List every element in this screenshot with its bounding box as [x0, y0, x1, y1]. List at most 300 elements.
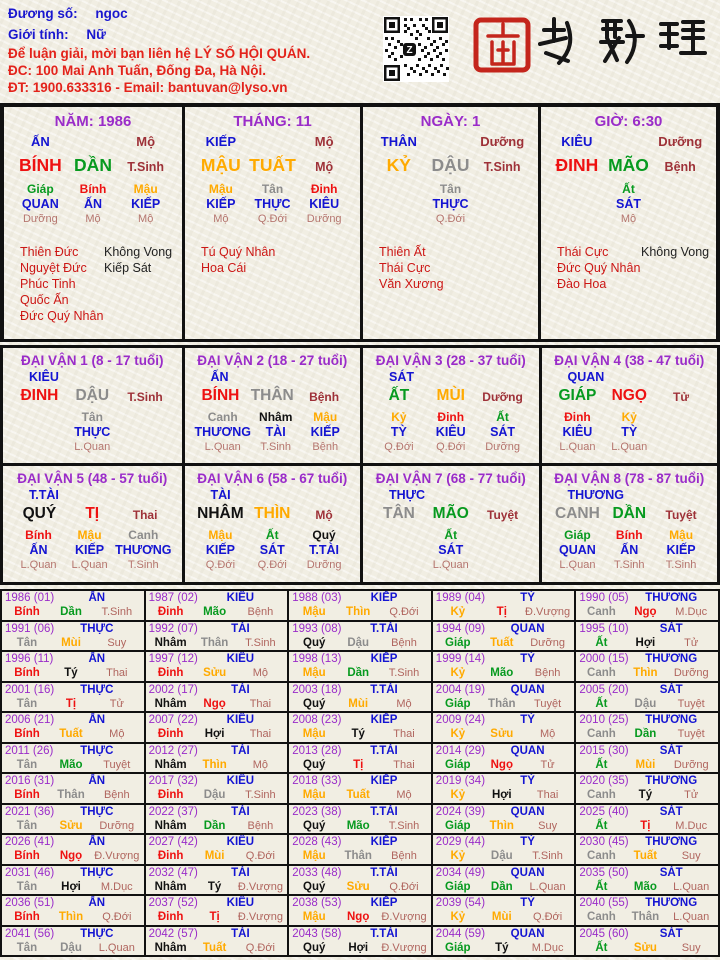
star-item: Quốc Ấn [20, 293, 69, 307]
hidden-god-label: SÁT [490, 425, 516, 439]
year-cell [433, 927, 575, 956]
daivan-stem-row [185, 387, 361, 410]
hidden-stem-label: Canh [128, 528, 159, 542]
year-cell [289, 744, 431, 773]
year-stem-label: Mậu [302, 789, 326, 801]
spacer [603, 134, 655, 155]
hidden-stem-label: Tân [261, 182, 284, 196]
year-god-label: KIẾP [370, 775, 398, 787]
year-label: 2043 (58) [292, 927, 342, 940]
year-stem-label: Canh [587, 606, 616, 618]
daivan-stem-label: CANH [555, 505, 600, 522]
qr-code [383, 16, 449, 82]
year-label: 2002 (17) [148, 683, 198, 696]
year-god-label: TỲ [520, 714, 535, 726]
year-stem-label: Ất [595, 697, 608, 710]
hidden-stage-label: T.Sinh [665, 559, 697, 571]
year-stem-label: Tân [16, 819, 38, 832]
year-row-1 [5, 775, 141, 789]
year-row-1 [292, 714, 428, 728]
year-branch-label: Thìn [58, 911, 84, 923]
daivan-god-label: T.TÀI [29, 488, 59, 502]
year-row-1 [579, 897, 715, 911]
year-row-1 [292, 806, 428, 820]
year-branch-label: Tị [353, 758, 364, 771]
year-row-1 [5, 623, 141, 637]
year-label: 2005 (20) [579, 683, 629, 696]
year-row-2 [149, 698, 285, 711]
year-god-label: TỲ [520, 653, 535, 665]
year-stem-label: Nhâm [154, 697, 187, 710]
daivan-stem-row [3, 387, 182, 410]
year-stem-label: Giáp [445, 636, 471, 649]
pillar-stage-label: T.Sinh [127, 160, 165, 174]
hidden-stem-col [13, 528, 64, 578]
year-stage-label: Mộ [396, 789, 412, 801]
hidden-god-label: TÀI [265, 425, 286, 439]
hidden-god-label: SÁT [438, 543, 464, 557]
year-stage-label: Đ.Vượng [94, 850, 140, 862]
year-label: 2021 (36) [5, 805, 55, 818]
year-label: 1992 (07) [148, 622, 198, 635]
hidden-stem-col [14, 182, 67, 237]
year-label: 1995 (10) [579, 622, 629, 635]
hidden-stage-label: Q.Đới [436, 441, 466, 453]
pillar-cell [4, 107, 182, 339]
year-label: 2028 (43) [292, 836, 342, 848]
year-row-1 [5, 653, 141, 667]
year-row-2 [579, 606, 715, 619]
year-row-2 [292, 606, 428, 619]
year-cell [433, 805, 575, 834]
year-god-label: SÁT [659, 683, 683, 696]
hidden-stage-label: Q.Đới [257, 213, 288, 225]
daivan-stem-label: TÂN [382, 505, 415, 522]
year-cell [576, 622, 718, 651]
year-god-label: KIÊU [226, 836, 255, 848]
year-row-2 [5, 637, 141, 650]
year-row-2 [149, 637, 285, 650]
hidden-stem-col [655, 528, 707, 578]
daivan-stage-label: Mộ [315, 508, 333, 522]
year-row-1 [579, 653, 715, 667]
year-cell [433, 683, 575, 712]
daivan-stem-label: BÍNH [201, 387, 240, 404]
hidden-stem-col [603, 182, 655, 237]
year-stage-label: Tử [684, 789, 699, 801]
year-row-2 [5, 850, 141, 863]
year-label: 1997 (12) [148, 653, 198, 665]
year-stem-label: Quý [303, 758, 326, 771]
year-stem-label: Mậu [302, 911, 326, 923]
year-branch-label: Ngọ [203, 697, 226, 710]
year-god-label: ẤN [88, 592, 106, 604]
year-row-2 [579, 881, 715, 894]
year-label: 2017 (32) [148, 775, 198, 787]
year-cell [146, 591, 288, 620]
year-row-1 [292, 867, 428, 881]
star-item: Hoa Cái [201, 261, 247, 275]
pillar-title: THÁNG: 11 [233, 113, 312, 130]
year-stem-label: Bính [14, 789, 40, 801]
year-stem-label: Giáp [445, 819, 471, 832]
pillar-stem-row [4, 155, 182, 182]
star-item: Thiên Ất [379, 245, 426, 259]
hidden-stem-col [373, 528, 425, 578]
hidden-stems-row [363, 410, 539, 460]
daivan-stage-label: Tuyệt [665, 508, 697, 522]
year-label: 2015 (30) [579, 744, 629, 757]
year-branch-label: Thìn [202, 758, 227, 771]
hidden-stem-col [115, 528, 171, 578]
year-branch-label: Dậu [634, 697, 657, 710]
pillar-stem-label: MẬU [200, 155, 241, 175]
year-row-2 [5, 911, 141, 924]
daivan-stage-label: Bệnh [309, 390, 340, 404]
year-cell [2, 652, 144, 681]
year-row-2 [436, 789, 572, 802]
year-stem-label: Nhâm [154, 941, 187, 954]
hidden-stem-col [425, 528, 477, 578]
year-god-label: T.TÀI [370, 805, 398, 818]
year-stage-label: L.Quan [98, 941, 135, 954]
year-row-1 [579, 684, 715, 698]
year-row-2 [292, 698, 428, 711]
year-label: 2012 (27) [148, 744, 198, 757]
year-branch-label: Mùi [61, 636, 81, 649]
year-branch-label: Mùi [204, 850, 225, 862]
year-stage-label: T.Sinh [388, 667, 420, 679]
pillar-top-stage-label: Dưỡng [480, 134, 525, 149]
hidden-stems-row [185, 528, 361, 578]
year-stage-label: M.Dục [675, 606, 708, 618]
year-god-label: THỰC [80, 622, 114, 635]
hidden-stage-label: L.Quan [611, 441, 648, 453]
year-branch-label: Tuất [59, 728, 83, 740]
year-label: 2041 (56) [5, 927, 55, 940]
year-god-label: QUAN [510, 866, 545, 879]
daivan-branch-label: THÌN [254, 505, 291, 522]
year-god-label: KIÊU [226, 653, 255, 665]
year-stem-label: Kỷ [450, 667, 466, 679]
year-god-label: THƯƠNG [645, 836, 698, 848]
year-cell [433, 896, 575, 925]
year-row-1 [5, 836, 141, 850]
year-god-label: SÁT [659, 866, 683, 879]
daivan-stem-row [185, 505, 361, 528]
year-label: 1996 (11) [5, 653, 54, 665]
year-stem-label: Canh [587, 667, 616, 679]
stars-section [363, 237, 538, 292]
year-branch-label: Dần [347, 667, 370, 679]
year-branch-label: Tuất [202, 941, 227, 954]
hidden-stem-col [298, 182, 350, 237]
star-item: Thái Cực [379, 261, 431, 275]
year-cell [2, 774, 144, 803]
pillar-cell [538, 107, 716, 339]
daivan-god-label: ẤN [210, 370, 229, 384]
year-stem-label: Mậu [302, 728, 326, 740]
year-stage-label: Tuyệt [677, 697, 705, 710]
year-stem-label: Nhâm [154, 819, 187, 832]
year-stem-label: Mậu [302, 606, 326, 618]
pillar-stem-label: KỶ [386, 155, 411, 175]
gender-line [8, 27, 106, 42]
year-stage-label: Dưỡng [99, 819, 135, 832]
year-god-label: KIẾP [370, 714, 398, 726]
year-stage-label: Mộ [539, 728, 556, 740]
year-row-2 [149, 911, 285, 924]
pillar-god-label: THÂN [380, 134, 417, 149]
year-row-1 [5, 897, 141, 911]
hidden-stage-label: Q.Đới [205, 559, 236, 571]
hidden-stems-row [3, 528, 182, 578]
year-branch-label: Tị [65, 697, 77, 710]
year-row-1 [579, 928, 715, 942]
year-god-label: TỲ [520, 775, 535, 787]
year-branch-label: Sửu [203, 667, 227, 679]
year-branch-label: Dậu [203, 789, 226, 801]
year-branch-label: Hợi [491, 789, 512, 801]
pillar-top-stage-label: Dưỡng [658, 134, 703, 149]
year-stage-label: Bệnh [247, 606, 274, 618]
hidden-god-label: ẤN [83, 197, 103, 211]
year-row-2 [292, 728, 428, 741]
year-god-label: THỰC [80, 744, 114, 757]
pillar-god-label: ẤN [30, 134, 50, 149]
hidden-stem-col [300, 410, 350, 460]
year-row-1 [436, 623, 572, 637]
year-row-1 [436, 653, 572, 667]
hidden-stage-label: Q.Đới [257, 559, 287, 571]
year-row-2 [149, 850, 285, 863]
year-stage-label: Bệnh [391, 636, 417, 649]
year-row-2 [436, 606, 572, 619]
year-god-label: QUAN [510, 744, 545, 757]
year-stage-label: Bệnh [247, 819, 274, 832]
year-label: 2020 (35) [579, 775, 629, 787]
year-row-1 [149, 684, 285, 698]
year-cell [289, 652, 431, 681]
hidden-stems-row [185, 410, 361, 460]
year-cell [433, 866, 575, 895]
year-stem-label: Nhâm [154, 636, 187, 649]
spacer [247, 134, 299, 155]
year-stem-label: Kỷ [450, 850, 466, 862]
year-god-label: SÁT [659, 805, 683, 818]
year-branch-label: Hợi [348, 941, 369, 954]
year-stage-label: Q.Đới [102, 911, 132, 923]
year-label: 2035 (50) [579, 866, 629, 879]
year-cell [433, 713, 575, 742]
hidden-stem-col [298, 528, 350, 578]
hidden-stem-col [425, 410, 477, 460]
contact-line-1: Để luận giải, mời bạn liên hệ LÝ SỐ HỘI QUÁN. [8, 46, 311, 61]
year-row-2 [149, 759, 285, 772]
year-stage-label: Q.Đới [245, 941, 275, 954]
year-row-1 [5, 806, 141, 820]
year-stem-label: Canh [587, 911, 616, 923]
year-row-2 [436, 942, 572, 955]
year-stage-label: Mộ [252, 758, 269, 771]
year-cell [146, 805, 288, 834]
year-label: 1991 (06) [5, 622, 55, 635]
year-stage-label: Mộ [396, 697, 412, 710]
daivan-stem-row [363, 505, 539, 528]
year-row-1 [149, 592, 285, 606]
year-stage-label: Thai [249, 697, 272, 710]
year-row-2 [5, 698, 141, 711]
year-stage-label: Đ.Vượng [237, 911, 283, 923]
daivan-title: ĐẠI VẬN 6 (58 - 67 tuổi) [197, 471, 348, 486]
year-row-2 [436, 667, 572, 680]
year-god-label: QUAN [510, 683, 545, 696]
year-god-label: TÀI [231, 927, 250, 940]
year-row-2 [292, 820, 428, 833]
pillar-stage-label: T.Sinh [483, 160, 521, 174]
daivan-title: ĐẠI VẬN 2 (18 - 27 tuổi) [197, 353, 348, 368]
subject-name-value: ngoc [95, 6, 128, 21]
year-god-label: THƯƠNG [645, 592, 698, 604]
hidden-god-label: TỲ [390, 425, 407, 439]
pillar-cell [182, 107, 360, 339]
star-item: Đức Quý Nhân [557, 261, 641, 275]
year-row-1 [149, 745, 285, 759]
year-cell [433, 744, 575, 773]
year-row-2 [149, 881, 285, 894]
year-table [0, 589, 720, 957]
year-god-label: QUAN [510, 622, 545, 635]
year-stem-label: Mậu [302, 667, 326, 679]
year-branch-label: Tý [351, 728, 365, 740]
year-god-label: THỰC [80, 805, 114, 818]
year-label: 2033 (48) [292, 866, 342, 879]
pillar-top-stage-label: Mộ [136, 134, 156, 149]
year-stem-label: Quý [303, 636, 326, 649]
year-branch-label: Thìn [489, 819, 514, 832]
auspicious-stars-list [201, 244, 285, 276]
year-row-2 [579, 728, 715, 741]
year-god-label: QUAN [510, 927, 545, 940]
daivan-title: ĐẠI VẬN 7 (68 - 77 tuổi) [375, 471, 526, 486]
year-stage-label: Q.Đới [389, 880, 419, 893]
hidden-stage-label: L.Quan [20, 559, 57, 571]
hidden-god-label: TỲ [621, 425, 638, 439]
year-branch-label: Dần [490, 880, 513, 893]
year-stem-label: Quý [303, 697, 326, 710]
year-label: 2016 (31) [5, 775, 55, 787]
hidden-stage-label: L.Quan [74, 441, 111, 453]
year-row-2 [292, 942, 428, 955]
hidden-stem-label: Tân [81, 410, 103, 424]
pillar-cell [360, 107, 538, 339]
year-branch-label: Hợi [61, 880, 81, 893]
year-label: 2029 (44) [435, 836, 486, 848]
year-label: 1988 (03) [292, 592, 342, 604]
daivan-stem-label: ĐINH [20, 387, 59, 404]
year-god-label: TỲ [520, 592, 535, 604]
year-stage-label: T.Sinh [532, 850, 563, 862]
year-label: 2004 (19) [435, 683, 486, 696]
hidden-god-label: KIẾP [74, 543, 105, 557]
year-branch-label: Dần [634, 728, 657, 740]
hidden-stage-label: Mộ [138, 213, 154, 225]
year-stage-label: M.Dục [100, 880, 133, 893]
pillar-stage-label: Mộ [315, 160, 334, 174]
year-god-label: ẤN [88, 653, 106, 665]
hidden-god-label: THƯƠNG [115, 543, 172, 557]
daivan-title: ĐẠI VẬN 4 (38 - 47 tuổi) [554, 353, 705, 368]
year-label: 2037 (52) [148, 897, 198, 909]
year-branch-label: Tuất [490, 636, 514, 649]
hidden-stems-row [4, 182, 182, 237]
year-row-1 [579, 775, 715, 789]
year-stage-label: Tuyệt [534, 697, 562, 710]
year-cell [2, 683, 144, 712]
daivan-stage-label: T.Sinh [127, 390, 163, 404]
pillar-god-label: KIÊU [561, 134, 593, 149]
year-row-1 [579, 714, 715, 728]
year-row-1 [5, 867, 141, 881]
year-row-1 [5, 592, 141, 606]
year-label: 2013 (28) [292, 744, 342, 757]
year-branch-label: Ngọ [347, 911, 370, 923]
year-stage-label: Suy [107, 636, 127, 649]
pillar-title: GIỜ: 6:30 [594, 113, 663, 130]
daivan-cell [360, 348, 539, 463]
year-row-1 [436, 806, 572, 820]
year-row-2 [579, 820, 715, 833]
year-stage-label: M.Dục [675, 819, 708, 832]
year-god-label: SÁT [659, 927, 683, 940]
year-label: 2030 (45) [579, 836, 629, 848]
year-stem-label: Tân [16, 697, 38, 710]
hidden-stem-label: Kỷ [391, 410, 407, 424]
year-god-label: T.TÀI [370, 622, 398, 635]
hidden-stage-label: Mộ [213, 213, 229, 225]
year-label: 1998 (13) [292, 653, 342, 665]
hidden-stem-col [477, 410, 529, 460]
year-cell [146, 683, 288, 712]
hidden-god-label: SÁT [616, 197, 641, 211]
year-cell [289, 866, 431, 895]
hidden-stage-label: L.Quan [559, 441, 596, 453]
year-row-1 [149, 806, 285, 820]
year-branch-label: Dần [203, 819, 226, 832]
daivan-branch-label: THÂN [250, 387, 294, 404]
year-row-2 [5, 606, 141, 619]
year-cell [2, 744, 144, 773]
hidden-god-label: T.TÀI [309, 543, 339, 557]
hidden-stage-label: T.Sinh [128, 559, 159, 571]
hidden-god-label: QUAN [559, 543, 596, 557]
year-branch-label: Sửu [346, 880, 370, 893]
year-row-2 [579, 698, 715, 711]
year-label: 2039 (54) [435, 897, 486, 909]
year-cell [289, 591, 431, 620]
year-stage-label: Đ.Vượng [381, 911, 427, 923]
pillar-stage-label: Bệnh [664, 160, 696, 174]
year-row-2 [579, 759, 715, 772]
hidden-god-label: THỰC [254, 197, 291, 211]
year-row-1 [292, 684, 428, 698]
hidden-stage-label: Dưỡng [306, 559, 342, 571]
hidden-god-label: KIÊU [435, 425, 466, 439]
hidden-stem-col [195, 182, 247, 237]
hidden-stem-col [246, 528, 298, 578]
daivan-branch-label: MÃO [432, 505, 469, 522]
daivan-stem-label: GIÁP [558, 387, 597, 404]
